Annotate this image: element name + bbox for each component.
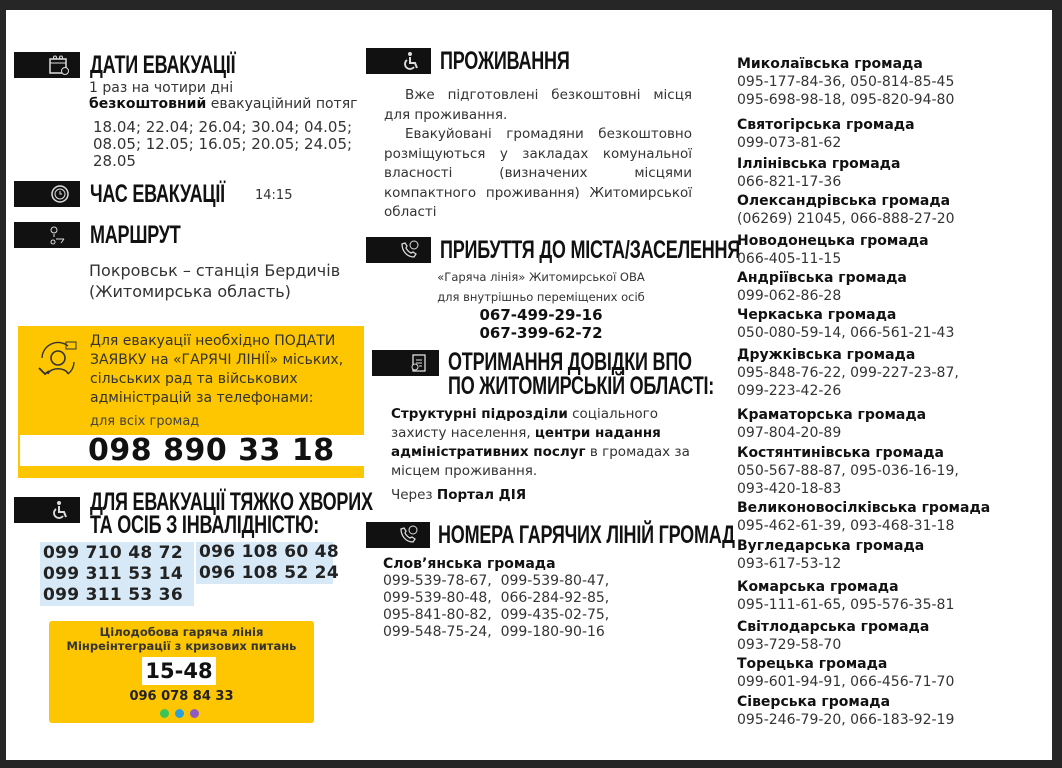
apply-text-line: Для евакуації необхідно ПОДАТИ: [90, 333, 336, 349]
apply-text-line: сільських рад та військових: [90, 371, 298, 387]
apply-text-line: ЗАЯВКУ на «ГАРЯЧІ ЛІНІЇ» міських,: [90, 352, 344, 368]
telegram-icon[interactable]: [175, 709, 184, 718]
route-line: (Житомирська область): [89, 282, 291, 301]
community-name: Світлодарська громада: [737, 619, 930, 635]
ministry-line: Мінреінтеграції з кризових питань: [66, 639, 297, 653]
time-title: ЧАС ЕВАКУАЦІЇ: [90, 180, 225, 208]
phone-number[interactable]: 099 311 53 14: [43, 564, 183, 584]
certificate-header-bar: [372, 350, 439, 376]
arrival-title: ПРИБУТТЯ ДО МІСТА/ЗАСЕЛЕННЯ: [440, 236, 741, 264]
community-phones[interactable]: 050-080-59-14, 066-561-21-43: [737, 325, 955, 341]
route-title: МАРШРУТ: [90, 221, 181, 249]
community-name: Олександрівська громада: [737, 193, 951, 209]
time-header-bar: [14, 181, 80, 207]
viber-icon[interactable]: [190, 709, 199, 718]
certificate-title-line: ОТРИМАННЯ ДОВІДКИ ВПО: [448, 348, 692, 376]
whatsapp-icon[interactable]: [160, 709, 169, 718]
arrival-header-bar: [366, 237, 431, 263]
route-line: Покровськ – станція Бердичів: [89, 261, 341, 280]
for-all-communities-label: для всіх громад: [90, 414, 200, 429]
community-phones[interactable]: 095-698-98-18, 095-820-94-80: [737, 92, 955, 108]
dates-list-line: 18.04; 22.04; 26.04; 30.04; 04.05;: [93, 118, 353, 136]
arrival-hotline-line: «Гаряча лінія» Житомирської ОВА: [437, 270, 645, 284]
community-entry: [737, 116, 1037, 152]
certificate-paragraph: [391, 405, 691, 481]
community-entry: [737, 346, 1037, 400]
community-phones[interactable]: 093-420-18-83: [737, 481, 842, 497]
community-phones[interactable]: 097-804-20-89: [737, 425, 842, 441]
community-phones[interactable]: 095-848-76-22, 099-227-23-87,: [737, 365, 959, 381]
housing-paragraph: Вже підготовлені безкоштовні місця для проживання.: [384, 87, 692, 123]
ministry-hotline-box: [49, 621, 314, 723]
community-name: Іллінівська громада: [737, 156, 901, 172]
apply-text-line: адміністрацій за телефонами:: [90, 390, 314, 406]
phone-number[interactable]: 096 108 60 48: [199, 542, 339, 562]
ministry-line: Цілодобова гаряча лінія: [99, 625, 264, 639]
community-name: Краматорська громада: [737, 407, 927, 423]
certificate-title-line: ПО ЖИТОМИРСЬКІЙ ОБЛАСТІ:: [448, 372, 715, 400]
community-phones[interactable]: 095-841-80-82, 099-435-02-75,: [383, 607, 610, 623]
community-name: Святогірська громада: [737, 117, 915, 133]
route-header-bar: [14, 222, 80, 248]
short-number[interactable]: 15-48: [145, 659, 213, 683]
community-phones[interactable]: 095-177-84-36, 050-814-85-45: [737, 74, 955, 90]
community-phones[interactable]: 093-617-53-12: [737, 556, 842, 572]
community-name: Комарська громада: [737, 579, 899, 595]
community-name: Великоновосілківська громада: [737, 500, 991, 516]
disabled-header-bar: [14, 497, 80, 523]
apply-hotline-box: [18, 326, 364, 478]
dates-title: ДАТИ ЕВАКУАЦІЇ: [90, 51, 236, 79]
bold-text: Структурні підрозділи: [391, 406, 568, 422]
community-phones[interactable]: 099-073-81-62: [737, 135, 842, 151]
community-entry: [737, 618, 1037, 654]
text: в громадах за місцем проживання.: [391, 444, 690, 479]
dates-list-line: 28.05: [93, 152, 136, 170]
community-name: Слов’янська громада: [383, 556, 556, 572]
housing-header-bar: [366, 48, 431, 74]
community-entry: [737, 499, 1037, 535]
train-label: евакуаційний потяг: [206, 96, 358, 112]
community-entry: [737, 232, 1037, 268]
text: соціального захисту населення,: [391, 406, 659, 441]
bold-text: центри надання адміністративних послуг: [391, 425, 661, 460]
flyer-page: [6, 10, 1052, 760]
community-phones[interactable]: 099-223-42-26: [737, 383, 842, 399]
community-name: Дружківська громада: [737, 347, 916, 363]
community-entry: [737, 306, 1037, 342]
phone-chat-icon: [398, 525, 420, 545]
phone-number[interactable]: 096 108 52 24: [199, 563, 339, 583]
arrival-phone[interactable]: 067-499-29-16: [479, 306, 603, 324]
community-phones[interactable]: 095-462-61-39, 093-468-31-18: [737, 518, 955, 534]
community-entry: [737, 578, 1037, 614]
dates-header-bar: [14, 52, 80, 78]
arrival-hotline-line: для внутрішньо переміщених осіб: [437, 290, 645, 304]
housing-paragraph: Евакуйовані громадяни безкоштовно розміщуються у закладах комунальної власності (визначених місцями компактного проживання) Житомирської області: [384, 126, 692, 220]
community-name: Вугледарська громада: [737, 538, 925, 554]
community-name: Костянтинівська громада: [737, 445, 944, 461]
hotlines-title: НОМЕРА ГАРЯЧИХ ЛІНІЙ ГРОМАД: [438, 521, 735, 549]
messenger-icons: [160, 709, 206, 719]
diia-portal-link[interactable]: Портал ДІЯ: [436, 487, 527, 503]
community-name: Андріївська громада: [737, 270, 907, 286]
community-slovyansk: [383, 555, 609, 641]
main-phone-strip: [20, 435, 364, 466]
community-phones[interactable]: 095-246-79-20, 066-183-92-19: [737, 712, 955, 728]
community-name: Миколаївська громада: [737, 56, 923, 72]
phone-number[interactable]: 099 710 48 72: [43, 543, 183, 563]
community-phones[interactable]: 099-548-75-24, 099-180-90-16: [383, 624, 605, 640]
community-name: Сіверська громада: [737, 694, 891, 710]
disabled-title-line: ТА ОСІБ З ІНВАЛІДНІСТЮ:: [90, 511, 319, 539]
community-entry: [737, 55, 1037, 109]
dates-train-note: [89, 95, 357, 113]
free-label: безкоштовний: [89, 96, 207, 112]
community-entry: [737, 693, 1037, 729]
wheelchair-icon: [50, 500, 70, 520]
community-phones[interactable]: 099-062-86-28: [737, 288, 842, 304]
phone-chat-icon: [399, 240, 421, 260]
via-label: Через: [391, 487, 437, 503]
arrival-phone[interactable]: 067-399-62-72: [479, 324, 603, 342]
community-name: Торецька громада: [737, 656, 888, 672]
wheelchair-icon: [401, 51, 421, 71]
community-entry: [737, 155, 1037, 191]
phone-number[interactable]: 099 311 53 36: [43, 585, 183, 605]
route-icon: [48, 225, 70, 245]
community-name: Новодонецька громада: [737, 233, 929, 249]
community-entry: [737, 537, 1037, 573]
community-phones[interactable]: (06269) 21045, 066-888-27-20: [737, 211, 955, 227]
community-entry: [737, 444, 1037, 498]
community-phones[interactable]: 099-539-80-48, 066-284-92-85,: [383, 590, 610, 606]
community-phones[interactable]: 095-111-61-65, 095-576-35-81: [737, 597, 955, 613]
calendar-icon: [48, 55, 70, 75]
community-entry: [737, 655, 1037, 691]
disabled-phones-left: [40, 542, 194, 606]
community-phones[interactable]: 093-729-58-70: [737, 637, 842, 653]
dates-frequency: 1 раз на чотири дні: [89, 80, 234, 96]
community-entry: [737, 192, 1037, 228]
community-phones[interactable]: 066-405-11-15: [737, 251, 842, 267]
community-phones[interactable]: 099-539-78-67, 099-539-80-47,: [383, 573, 610, 589]
disabled-phones-right: [196, 542, 339, 584]
clock-icon: [50, 184, 70, 204]
time-value: 14:15: [255, 188, 293, 203]
hotline-operator-icon: [36, 340, 80, 380]
housing-title: ПРОЖИВАННЯ: [440, 47, 570, 75]
community-phones[interactable]: 099-601-94-91, 066-456-71-70: [737, 674, 955, 690]
disabled-title-line: ДЛЯ ЕВАКУАЦІЇ ТЯЖКО ХВОРИХ: [90, 488, 373, 516]
community-phones[interactable]: 050-567-88-87, 095-036-16-19,: [737, 463, 959, 479]
community-phones[interactable]: 066-821-17-36: [737, 174, 842, 190]
main-phone-number[interactable]: 098 890 33 18: [88, 433, 335, 468]
document-icon: [409, 353, 429, 373]
hotlines-header-bar: [366, 522, 430, 548]
community-name: Черкаська громада: [737, 307, 897, 323]
diia-portal-line: [391, 486, 526, 504]
ministry-phone[interactable]: 096 078 84 33: [129, 689, 234, 704]
dates-list-line: 08.05; 12.05; 16.05; 20.05; 24.05;: [93, 135, 353, 153]
short-number-box: [142, 657, 216, 685]
community-entry: [737, 269, 1037, 305]
community-entry: [737, 406, 1037, 442]
